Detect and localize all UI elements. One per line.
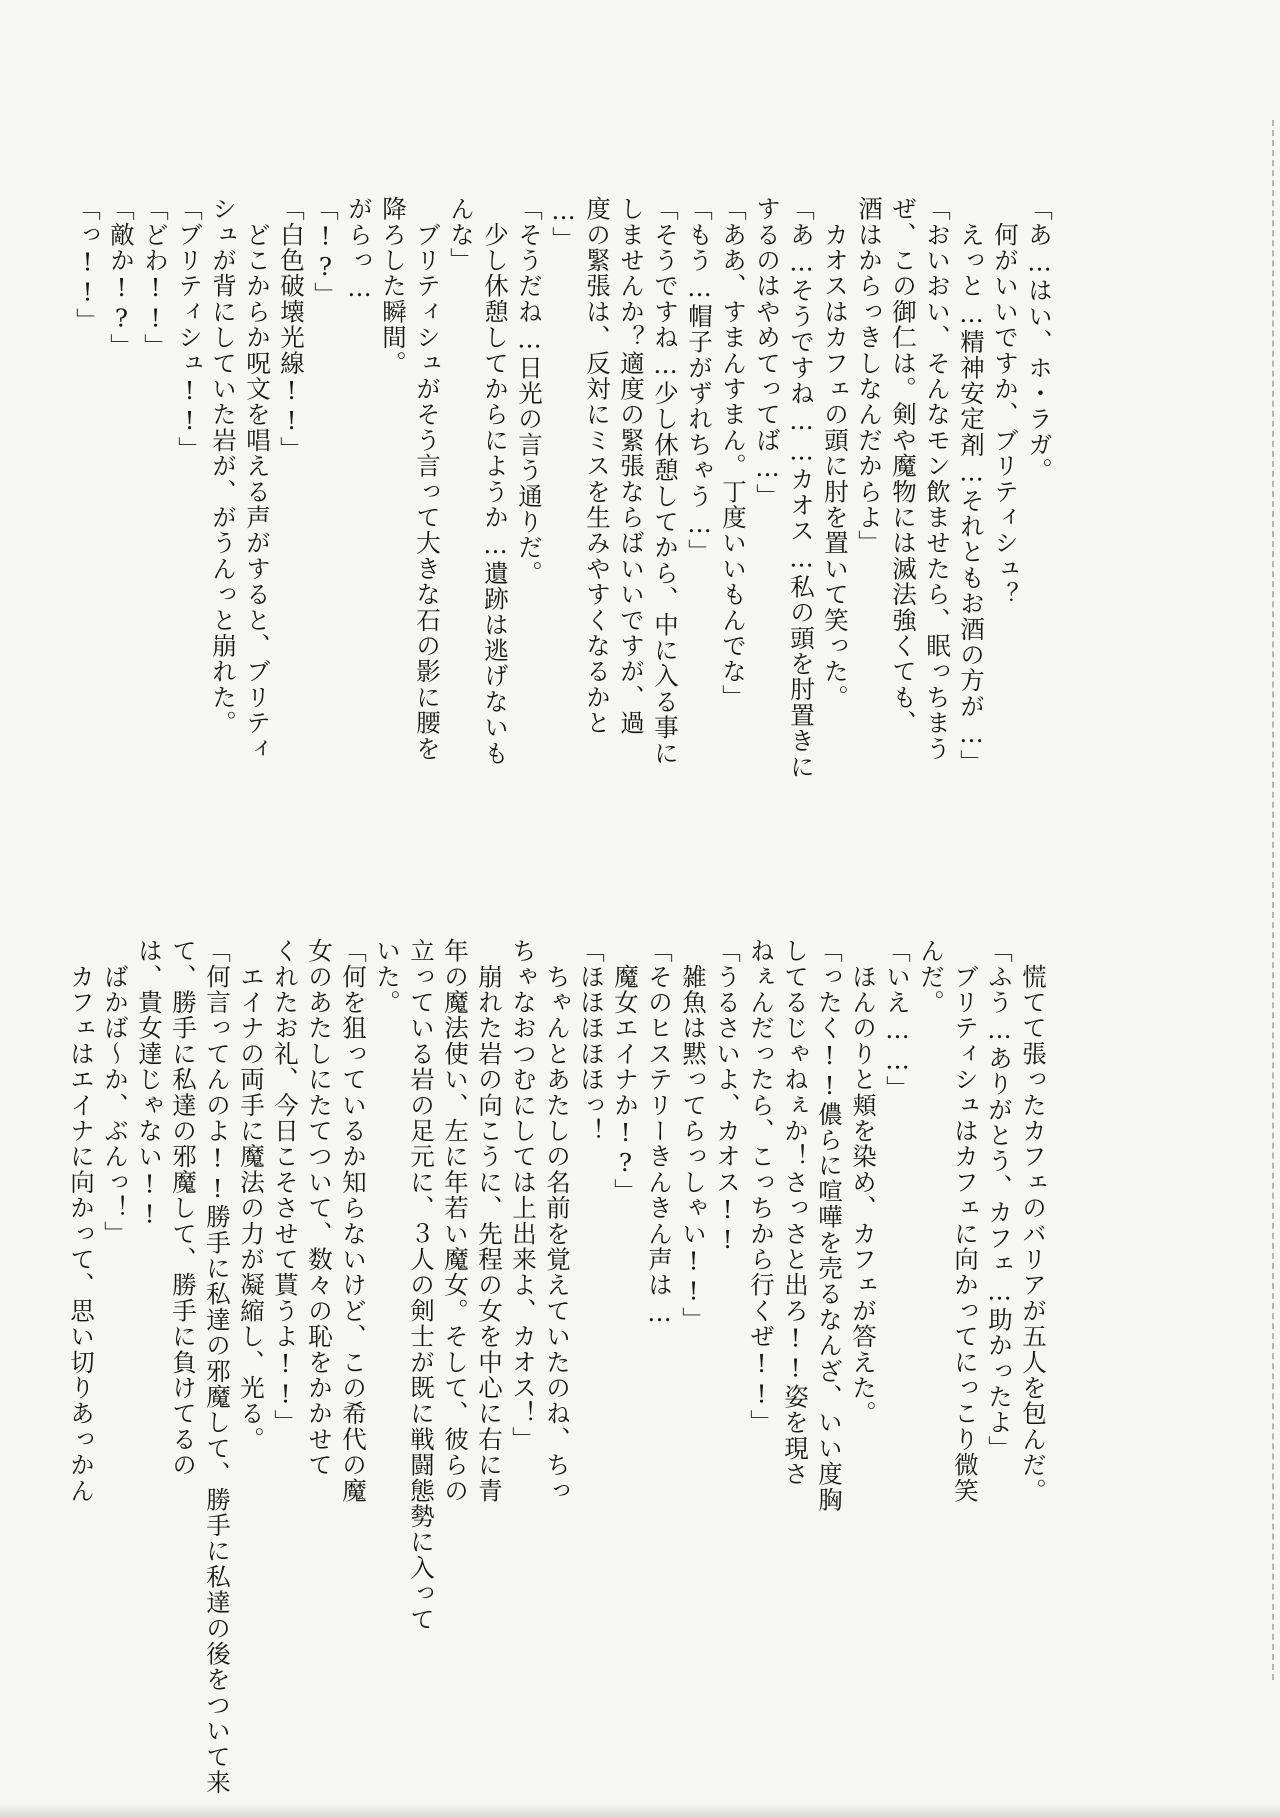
text-column: 降ろした瞬間。 (379, 196, 408, 376)
text-column: て、勝手に私達の邪魔して、勝手に負けてるの (169, 938, 198, 1478)
text-column: えっと…精神安定剤…それともお酒の方が…」 (957, 196, 986, 775)
text-column: ちゃなおつむにしては上出来よ、カオス！」 (509, 938, 538, 1452)
text-column: は、貴女達じゃない!! (135, 938, 164, 1230)
lower-text-block (64, 938, 1050, 1796)
text-column: カオスはカフェの頭に肘を置いて笑った。 (821, 196, 850, 710)
upper-text-block (70, 196, 1056, 876)
text-column: 「白色破壊光線!!」 (277, 196, 306, 462)
text-column: ちゃんとあたしの名前を覚えていたのね、ちっ (543, 938, 572, 1504)
text-column: 女のあたしにたてついて、数々の恥をかかせて (305, 938, 334, 1478)
text-column: 酒はからっきしなんだからよ」 (855, 196, 884, 556)
text-column: 「ああ、すまんすまん。丁度いいもんでな」 (719, 196, 748, 710)
text-column: 「何を狙っているか知らないけど、この希代の魔 (339, 938, 368, 1504)
text-column: 「あ…そうですね……カオス…私の頭を肘置きに (787, 196, 816, 780)
text-column: してるじゃねぇか！さっさと出ろ!!姿を現さ (781, 938, 810, 1487)
text-column: 年の魔法使い、左に年若い魔女。そして、彼らの (441, 938, 470, 1504)
text-column: 立っている岩の足元に、３人の剣士が既に戦闘態勢に入って (407, 938, 436, 1632)
text-column: 「そのヒステリーきんきん声は… (645, 938, 674, 1328)
text-column: んな」 (447, 196, 476, 274)
text-column: するのはやめてってば…」 (753, 196, 782, 509)
text-column: しませんか？適度の緊張ならばいいですが、過 (617, 196, 646, 736)
binding-perforation (1262, 120, 1274, 1680)
text-column: がらっ… (345, 196, 374, 304)
text-column: 「何言ってんのよ!!勝手に私達の邪魔して、勝手に私達の後をついて来 (203, 938, 232, 1796)
text-column: 「うるさいよ、カオス!! (713, 938, 742, 1256)
text-column: ブリティシュがそう言って大きな石の影に腰を (413, 196, 442, 762)
text-column: 雑魚は黙ってらっしゃい!!」 (679, 938, 708, 1333)
text-column: 「そうだね…日光の言う通りだ。 (515, 196, 544, 586)
text-column: ばかば～か、ぶんっ！」 (101, 938, 130, 1247)
text-column: 「おいおい、そんなモン飲ませたら、眠っちまう (923, 196, 952, 762)
text-column: 「ふう…ありがとう、カフェ…助かったよ」 (985, 938, 1014, 1461)
text-column: エイナの両手に魔法の力が凝縮し、光る。 (237, 938, 266, 1452)
text-column: ぜ、この御仁は。剣や魔物には滅法強くても、 (889, 196, 918, 736)
text-column: 「敵か!?」 (107, 196, 136, 360)
text-column: 「ほほほほほっ！ (577, 938, 606, 1144)
text-column: んだ。 (917, 938, 946, 1016)
text-column: 「いえ……」 (883, 938, 912, 1102)
text-column: 「ったく!!儂らに喧嘩を売るなんざ、いい度胸 (815, 938, 844, 1513)
text-column: 「そうですね…少し休憩してから、中に入る事に (651, 196, 680, 766)
text-column: ほんのりと頬を染め、カフェが答えた。 (849, 938, 878, 1427)
text-column: いた。 (373, 938, 402, 1016)
text-column: 「あ…はい、ホ・ラガ。 (1025, 196, 1054, 484)
text-column: 「!?」 (311, 196, 340, 308)
text-column: どこからか呪文を唱える声がすると、ブリティ (243, 196, 272, 762)
scan-bottom-edge (0, 1803, 1280, 1817)
text-column: 少し休憩してからにようか…遺跡は逃げないも (481, 196, 510, 766)
text-column: 「どわ!!」 (141, 196, 170, 360)
text-column: ブリティシュはカフェに向かってにっこり微笑 (951, 938, 980, 1504)
text-column: …」 (549, 196, 578, 252)
text-column: ねぇんだったら、こっちから行くぜ!!」 (747, 938, 776, 1436)
text-column: シュが背にしていた岩が、がうんっと崩れた。 (209, 196, 238, 736)
text-column: 度の緊張は、反対にミスを生みやすくなるかと (583, 196, 612, 736)
text-column: 「ブリティシュ!!」 (175, 196, 204, 462)
text-column: 魔女エイナか!?」 (611, 938, 640, 1204)
text-column: くれたお礼、今日こそさせて貰うよ!!」 (271, 938, 300, 1436)
text-column: カフェはエイナに向かって、思い切りあっかん (67, 938, 96, 1504)
text-column: 「っ!!」 (73, 196, 102, 334)
text-column: 何がいいですか、ブリティシュ？ (991, 196, 1020, 608)
text-column: 慌てて張ったカフェのバリアが五人を包んだ。 (1019, 938, 1048, 1504)
text-column: 「もう…帽子がずれちゃう…」 (685, 196, 714, 565)
text-column: 崩れた岩の向こうに、先程の女を中心に右に青 (475, 938, 504, 1504)
